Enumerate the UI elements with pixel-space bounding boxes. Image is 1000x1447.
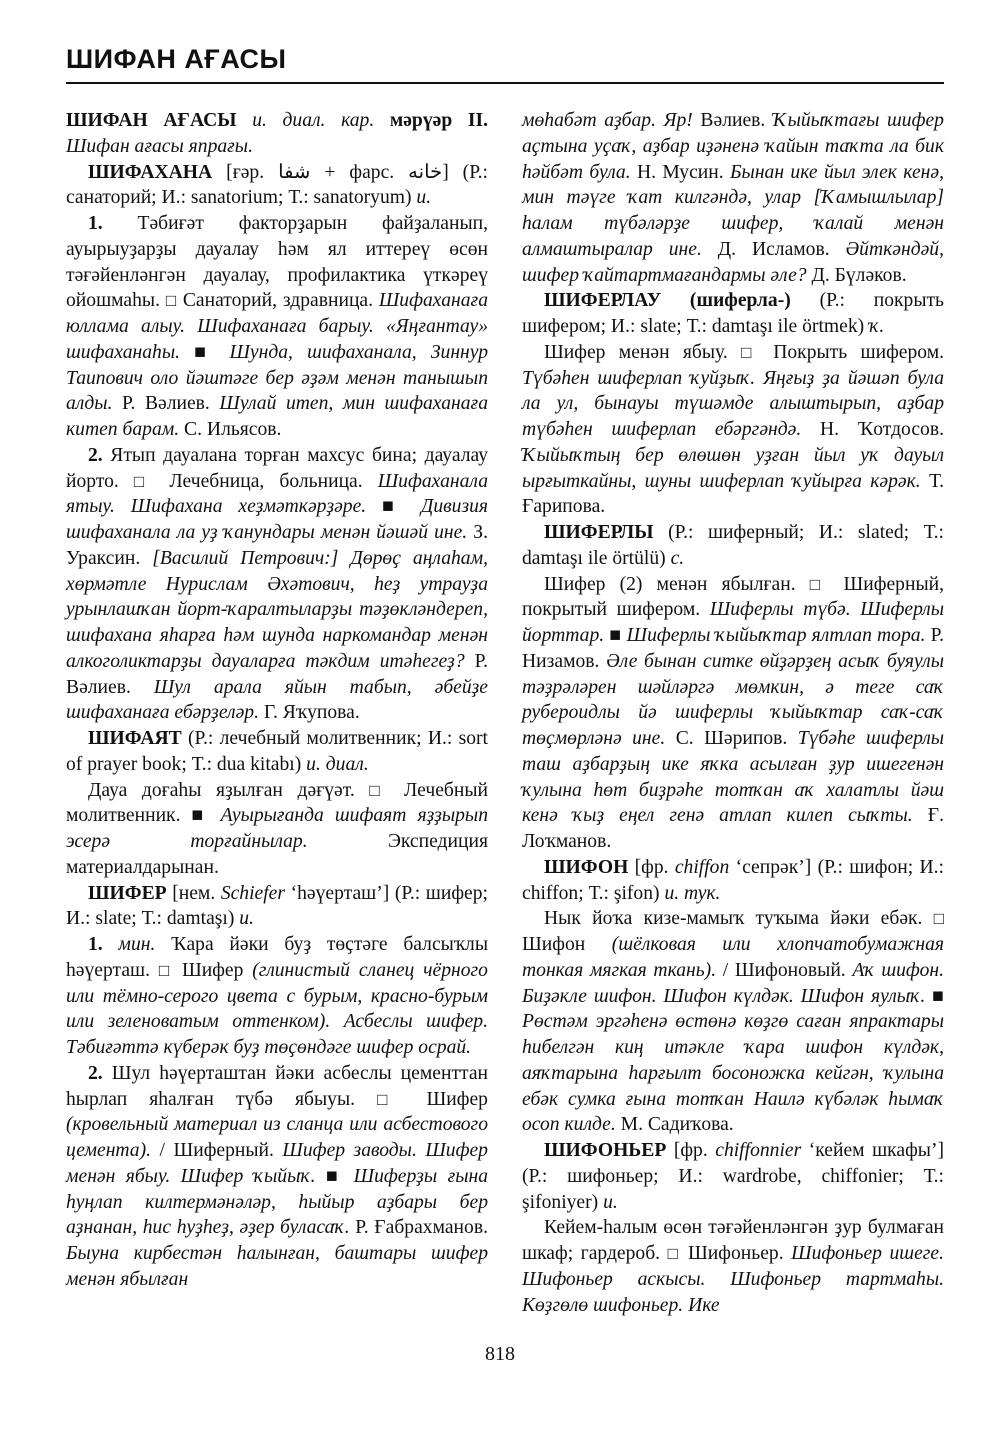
headword: ШИФАН АҒАСЫ	[66, 110, 237, 131]
box-icon: □	[933, 909, 944, 929]
example: Әле бынан ситке өйҙәрҙең асыҡ буяулы тәҙрәләрен шәйләргә мөмкин, ә теге саҡ рубероидлы йә шиферлы ҡыйыҡтар саҡ-саҡ төҫмөрләнә ине.	[522, 650, 944, 749]
headword: ШИФАЯТ	[88, 728, 182, 749]
example: Шифаханаға юллама алыу. Шифаханаға барыу. «Яңғантау» шифаханаһы.	[66, 290, 488, 363]
headword: ШИФАХАНА	[88, 161, 213, 183]
example: Шифоньер ишеге. Шифоньер аскысы. Шифоньер тартмаһы. Көҙгөлө шифоньер. Ике	[522, 1243, 945, 1316]
example: Шул арала яйын табып, әбейҙе шифаханаға ебәрҙеләр.	[66, 676, 489, 724]
example: Әйткәндәй, шифер ҡайтартмағандармы әле?	[522, 238, 944, 286]
example: Шифан ағасы япрағы.	[66, 135, 253, 157]
left-column	[66, 108, 488, 1293]
header-rule	[66, 82, 944, 84]
source: Вәлиев.	[692, 110, 773, 131]
source: С. Шәрипов.	[665, 728, 798, 749]
example: Шиферлы түбә. Шиферлы йорттар.	[522, 599, 944, 646]
example: мөһабәт аҙбар. Яр!	[522, 110, 693, 131]
example: Дивизия шифаханала ла уҙ ҡанундары менән йәшәй ине.	[66, 496, 488, 543]
box-icon: □	[667, 1244, 681, 1263]
entry-shifayat: ШИФАЯТ (Р.: лечебный молитвенник; И.: sort of prayer book; Т.: dua kitabı) и. диал.	[66, 728, 488, 775]
source: Р. Вәлиев.	[66, 650, 488, 698]
definition: Шифер менән ябыу. □ Покрыть шифером. Түбәһен шиферлап ҡуйҙыҡ. Яңғыҙ ҙа йәшәп була ла ул, бынауы түшәмде алыштырып, аҙбар түбәһен шиферлап ебәргәндә. Н. Ҡотдосов. Ҡыйыҡтың бер өлөшөн уҙған йыл уҡ дауыл ырғыткайны, шуны шиферлап ҡуйырға кәрәк. Т. Ғарипова.	[522, 341, 944, 518]
example: (глинистый сланец чёрного или тёмно-серого цвета с бурым, красно-бурым или зеленоватым оттенком). Асбеслы шифер. Тәбиғәттә күберәк буҙ төҫөндәге шифер осрай.	[66, 959, 488, 1058]
box-icon: □	[369, 780, 390, 800]
entry-shifon: ШИФОН [фр. chiffon ‘сепрәк’] (Р.: шифон; И.: chiffon; Т.: şifon) и. тук.	[522, 856, 944, 904]
definition: Шифер (2) менән ябылған. □ Шиферный, покрытый шифером. Шиферлы түбә. Шиферлы йорттар. ■ Шиферлы ҡыйыҡтар ялтлап тора. Р. Низамов. Әле бынан ситке өйҙәрҙең асыҡ буяулы тәҙрәләрен шәйләргә мөмкин, ә теге саҡ рубероидлы йә шиферлы ҡыйыҡтар саҡ-саҡ төҫмөрләнә ине. С. Шәрипов. Түбәһе шиферлы таш аҙбарҙың ике яҡка асылған ҙур ишегенән ҡулына һөт биҙрәһе тотҡан аҡ халатлы йәш кенә ҡыҙ еңел генә атлап килеп сыҡты. Ғ. Лоҡманов.	[522, 573, 945, 852]
example: Түбәһе шиферлы таш аҙбарҙың ике яҡка асылған ҙур ишегенән ҡулына һөт биҙрәһе тотҡан аҡ халатлы йәш кенә ҡыҙ еңел генә атлап килеп сыҡты.	[522, 728, 945, 827]
square-icon: ■	[191, 805, 210, 827]
box-icon: □	[165, 291, 178, 311]
entry-shiferly: ШИФЕРЛЫ (Р.: шиферный; И.: slated; Т.: damtaşı ile örtülü) с.	[522, 522, 944, 569]
headword: ШИФЕРЛЫ	[544, 522, 654, 543]
source: Ғ. Лоҡманов.	[522, 805, 944, 852]
headword: ШИФЕРЛАУ	[544, 290, 662, 312]
example: Шиферҙы ғына һуңлап килтермәнәләр, һыйыр аҙбары бер аҙнанан, һис һуҙһеҙ, әҙер буласаҡ.	[66, 1165, 489, 1239]
box-icon: □	[133, 471, 155, 491]
example: Шунда, шифаханала, Зиннур Таипович оло йәштәге бер әҙәм менән танышып алды.	[66, 341, 488, 415]
source: Д. Исламов.	[701, 238, 846, 260]
entry-shifakhana: ШИФАХАНА [ғәр. شفا + фарс. خانه] (Р.: санаторий; И.: sanatorium; Т.: sanatoryum) и.	[66, 161, 488, 209]
example: Быуна кирбестән һалынған, баштары шифер менән ябылған	[66, 1243, 488, 1290]
sense-1: 1. Тәбиғәт факторҙарын файҙаланып, ауырыуҙарҙы дауалау һәм ял иттереү өсөн тәғәйенләнгән дауалау, профилактика үткәреү ойошмаһы. □ Санаторий, здравница. Шифаханаға юллама алыу. Шифаханаға барыу. «Яңғантау» шифаханаһы. ■ Шунда, шифаханала, Зиннур Таипович оло йәштәге бер әҙәм менән танышып алды. Р. Вәлиев. Шулай итеп, мин шифаханаға китеп барам. С. Ильясов.	[66, 213, 488, 440]
box-icon: □	[377, 1089, 405, 1109]
source: Н. Ҡотдосов.	[801, 419, 944, 440]
headword: ШИФЕР	[88, 882, 167, 904]
sense-1: 1. мин. Ҡара йәки буҙ төҫтәге балсыҡлы һәүерташ. □ Шифер (глинистый сланец чёрного или тёмно-серого цвета с бурым, красно-бурым или зеленоватым оттенком). Асбеслы шифер. Тәбиғәттә күберәк буҙ төҫөндәге шифер осрай.	[66, 934, 488, 1058]
box-icon: □	[158, 960, 174, 980]
definition: Дауа доғаһы яҙылған дәғүәт. □ Лечебный молитвенник. ■ Ауырығанда шифаят яҙҙырып эсерә торғайнылар. Экспедиция материалдарынан.	[66, 779, 489, 878]
entry-shifan-agasy: ШИФАН АҒАСЫ и. диал. кар. мәрүәр II. Шифан ағасы япрағы.	[66, 110, 488, 157]
example: Шифаханала ятыу. Шифахана хеҙмәткәрҙәре.	[66, 470, 488, 518]
sense-2: 2. Шул һәүерташтан йәки асбеслы цементтан һырлап яһалған түбә ябыуы. □ Шифер (кровельный материал из сланца или асбестового цемента). / Шиферный. Шифер заводы. Шифер менән ябыу. Шифер ҡыйыҡ. ■ Шиферҙы ғына һуңлап килтермәнәләр, һыйыр аҙбары бер аҙнанан, һис һуҙһеҙ, әҙер буласаҡ. Р. Ғабрахманов. Быуна кирбестән һалынған, баштары шифер менән ябылған	[66, 1062, 489, 1290]
source: Н. Мусин.	[630, 161, 730, 183]
box-icon: □	[809, 574, 830, 594]
example: Шулай итеп, мин шифаханаға китеп барам.	[66, 393, 488, 440]
example: Ҡыйыҡтың бер өлөшөн уҙған йыл уҡ дауыл ырғыткайны, шуны шиферлап ҡуйырға кәрәк.	[522, 444, 944, 492]
source: М. Садиҡова.	[615, 1114, 734, 1136]
square-icon: ■	[325, 1165, 344, 1187]
entry-shifer: ШИФЕР [нем. Schiefer ‘һәүерташ’] (Р.: шифер; И.: slate; Т.: damtaşı) и.	[66, 882, 488, 930]
headword: ШИФОН	[544, 856, 629, 878]
example: (кровельный материал из сланца или асбестового цемента).	[66, 1114, 488, 1161]
sense-2: 2. Ятып дауалана торған махсус бина; дауалау йорто. □ Лечебница, больница. Шифаханала ятыу. Шифахана хеҙмәткәрҙәре. ■ Дивизия шифаханала ла уҙ ҡанундары менән йәшәй ине. З. Ураксин. [Василий Петрович:] Дөрөҫ аңлаһам, хөрмәтле Нурислам Әхәтович, һеҙ утрауҙа урынлашҡан йорт-ҡаралтыларҙы тәҙөкләндереп, шифахана яһарға һәм шунда наркомандар менән алкоголиктарҙы дауаларға тәкдим итәһегеҙ? Р. Вәлиев. Шул арала яйын табып, әбейҙе шифаханаға ебәрҙеләр. Г. Яҡупова.	[66, 444, 489, 724]
example: Ҡыйыҡтағы шифер аҫтына уҫаҡ, аҙбар иҙәненә ҡайын таҡта ла бик һәйбәт була.	[522, 110, 944, 183]
example: Бынан ике йыл элек кенә, мин тәүге ҡат килгәндә, улар [Ҡамышлылар] һалам түбәләрҙе шифер, ҡалай менән алмаштыралар ине.	[522, 161, 944, 260]
box-icon: □	[741, 342, 760, 362]
square-icon: ■	[382, 496, 405, 518]
example: Рөстәм эргәһенә өстөнә көҙгө саған япрактары һибелгән киң итәкле ҡара шифон күлдәк, аяҡтарына һарғылт босоножка кейгән, ҡулына ебәк сумка ғына тотҡан Наилә күбәләк һымаҡ осоп килде.	[522, 1011, 944, 1136]
right-column	[522, 108, 944, 1318]
continuation	[522, 108, 944, 288]
source: Р. Ғабрахманов.	[349, 1217, 488, 1239]
source: З. Ураксин.	[66, 522, 488, 569]
example: Аҡ шифон. Биҙәкле шифон. Шифон күлдәк. Шифон яулыҡ.	[522, 959, 944, 1007]
example: (шёлковая или хлопчатобумажная тонкая мягкая ткань).	[522, 934, 944, 981]
source: Д. Бүләков.	[806, 264, 907, 286]
source: Р. Низамов.	[522, 625, 945, 672]
definition: Нык йоҡа кизе-мамыҡ туҡыма йәки ебәк. □ Шифон (шёлковая или хлопчатобумажная тонкая мягкая ткань). / Шифоновый. Аҡ шифон. Биҙәкле шифон. Шифон күлдәк. Шифон яулыҡ. ■ Рөстәм эргәһенә өстөнә көҙгө саған япрактары һибелгән киң итәкле ҡара шифон күлдәк, аяҡтарына һарғылт босоножка кейгән, ҡулына ебәк сумка ғына тотҡан Наилә күбәләк һымаҡ осоп килде. М. Садиҡова.	[522, 908, 944, 1136]
example: Түбәһен шиферлап ҡуйҙыҡ. Яңғыҙ ҙа йәшәп була ла ул, бынауы түшәмде алыштырып, аҙбар түбәһен шиферлап ебәргәндә.	[522, 367, 944, 440]
square-icon: ■	[194, 341, 216, 363]
definition: Кейем-һалым өсөн тәғәйенләнгән ҙур булмаған шкаф; гардероб. □ Шифоньер. Шифоньер ишеге. Шифоньер аскысы. Шифоньер тартмаһы. Көҙгөлө шифоньер. Ике	[522, 1217, 945, 1316]
example: Ауырығанда шифаят яҙҙырып эсерә торғайнылар.	[66, 805, 488, 852]
source: Т. Ғарипова.	[522, 470, 944, 518]
page-number: 818	[485, 1343, 515, 1365]
example: Шиферлы ҡыйыҡтар ялтлап тора.	[621, 625, 926, 646]
square-icon: ■	[609, 625, 622, 646]
headword: ШИФОНЬЕР	[544, 1140, 667, 1161]
source: С. Ильясов.	[179, 419, 282, 440]
running-head: ШИФАН АҒАСЫ	[66, 44, 287, 74]
example: Шифер заводы. Шифер менән ябыу. Шифер ҡыйыҡ.	[66, 1140, 488, 1187]
entry-shifonier: ШИФОНЬЕР [фр. chiffonnier ‘кейем шкафы’] (Р.: шифоньер; И.: wardrobe, chiffonier; Т.: şifoniyer) и.	[522, 1140, 944, 1213]
square-icon: ■	[932, 985, 944, 1007]
entry-shiferlau: ШИФЕРЛАУ (шиферла-) (Р.: покрыть шифером; И.: slate; Т.: damtaşı ile örtmek) ҡ.	[522, 290, 944, 337]
source: Г. Яҡупова.	[258, 702, 360, 724]
example: [Василий Петрович:] Дөрөҫ аңлаһам, хөрмәтле Нурислам Әхәтович, һеҙ утрауҙа урынлашҡан йорт-ҡаралтыларҙы тәҙөкләндереп, шифахана яһарға һәм шунда наркомандар менән алкоголиктарҙы дауаларға тәкдим итәһегеҙ?	[66, 547, 488, 672]
source: Экспедиция материалдарынан.	[66, 831, 488, 878]
source: Р. Вәлиев.	[112, 393, 220, 415]
